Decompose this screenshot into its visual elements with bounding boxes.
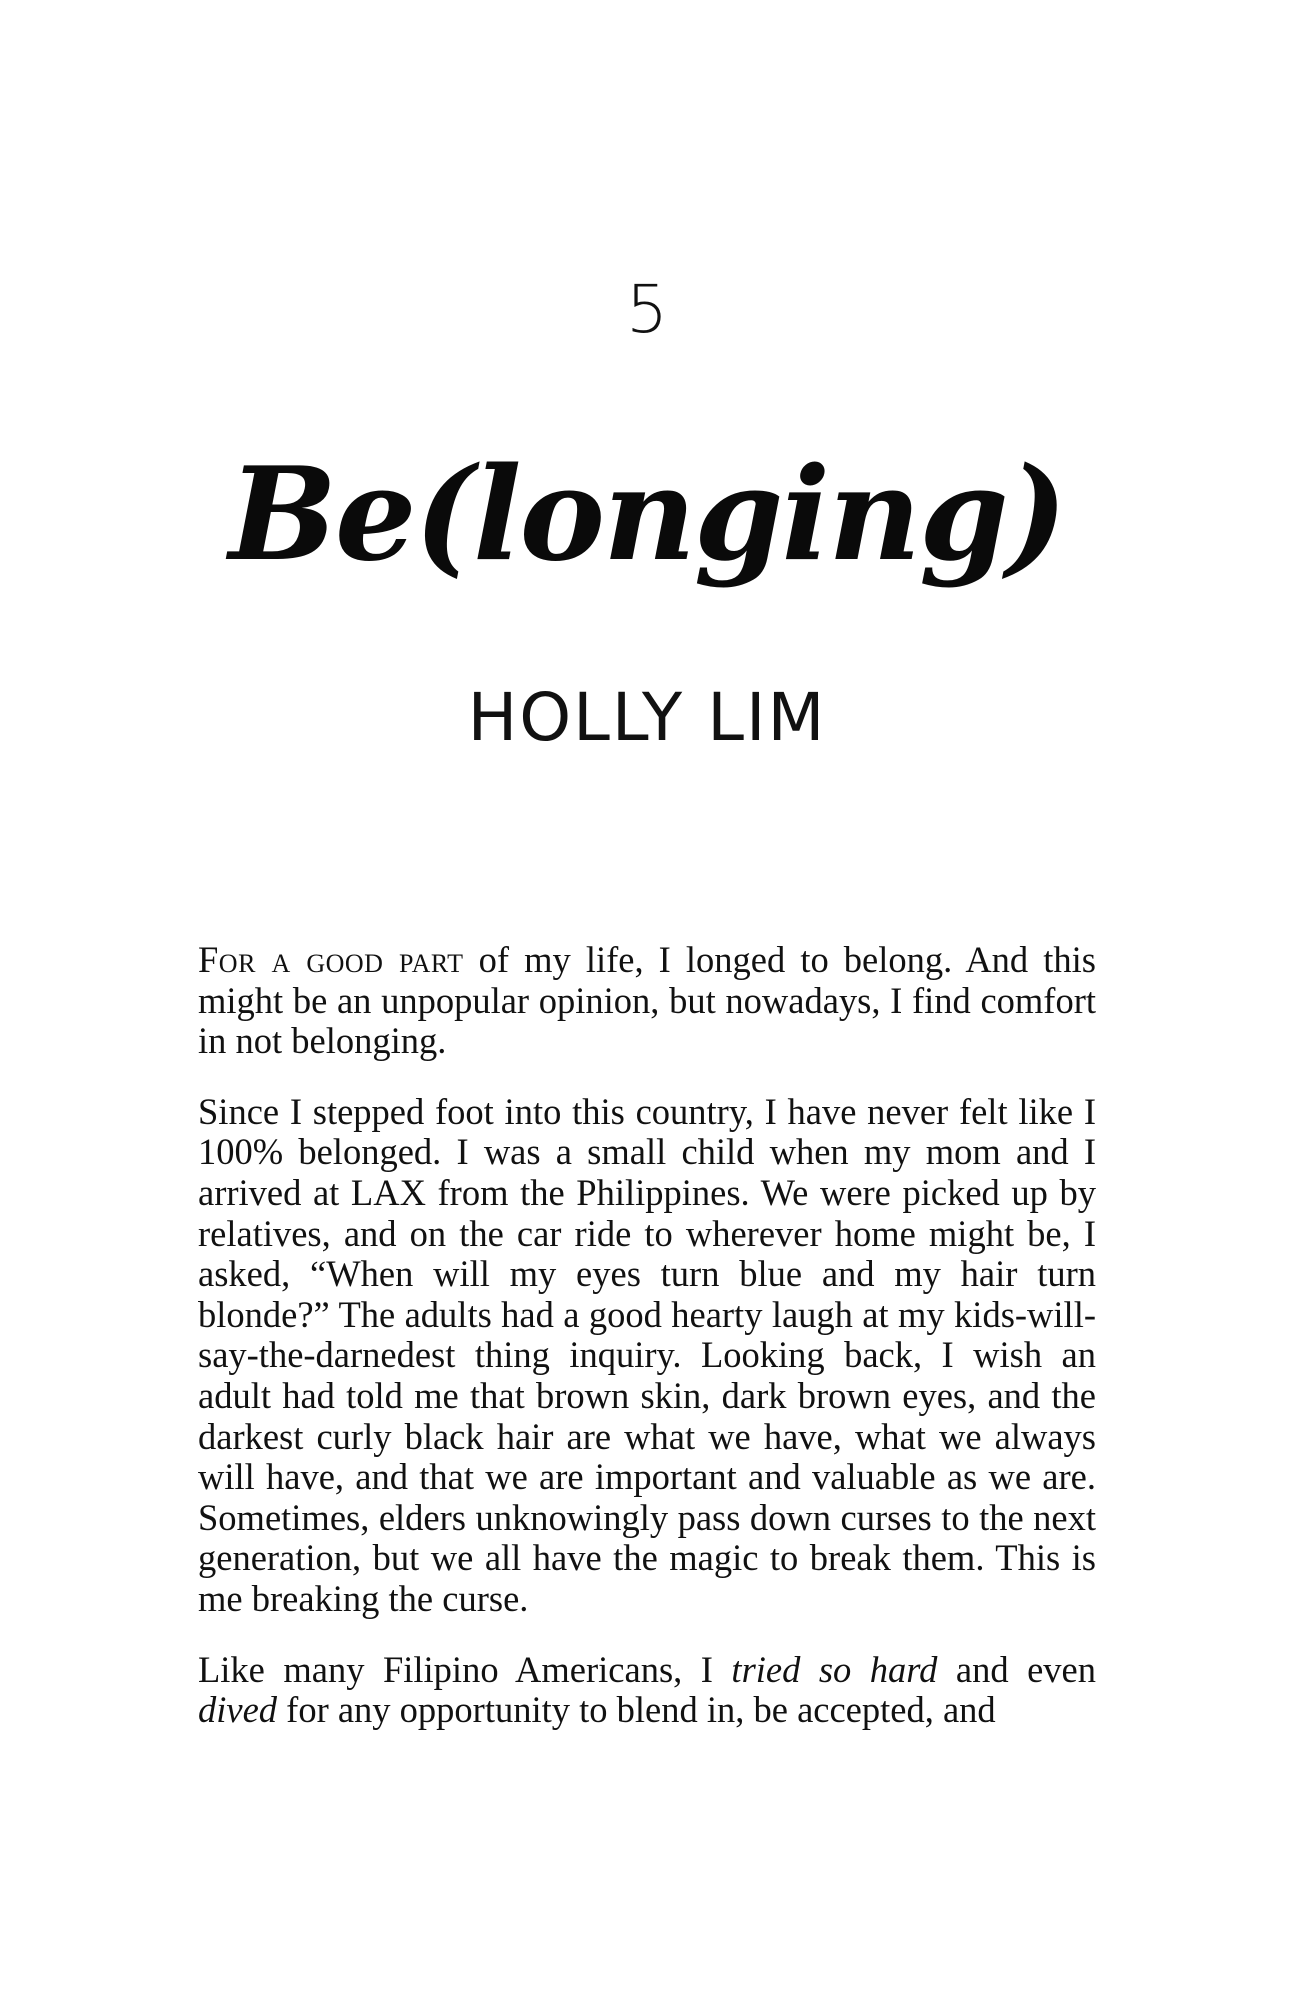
paragraph-3-text-b: and even: [937, 1648, 1096, 1690]
paragraph-1-text: of my life, I longed to belong. And this might be an unpopular opinion, but nowadays, I find comfort in not belonging.: [198, 939, 1096, 1062]
paragraph-3: [198, 1650, 1096, 1731]
chapter-author: HOLLY LIM: [467, 679, 827, 756]
chapter-number: 5: [626, 271, 668, 348]
paragraph-2: Since I stepped foot into this country, I have never felt like I 100% belonged. I was a small child when my mom and I arrived at LAX from the Philippines. We were picked up by relatives, and on the car ride to wherever home might be, I asked, “When will my eyes turn blue and my hair turn blonde?” The adults had a good hearty laugh at my kids-will-say-the-darnedest thing inquiry. Looking back, I wish an adult had told me that brown skin, dark brown eyes, and the darkest curly black hair are what we have, what we always will have, and that we are important and valuable as we are. Sometimes, elders unknowingly pass down curses to the next generation, but we all have the magic to break them. This is me breaking the curse.: [198, 1090, 1096, 1619]
paragraph-1: [198, 940, 1096, 1062]
paragraph-3-emphasis-a: tried so hard: [731, 1648, 938, 1690]
paragraph-3-text-c: for any opportunity to blend in, be accepted, and: [277, 1689, 996, 1731]
paragraph-3-emphasis-b: dived: [198, 1689, 278, 1731]
paragraph-lead-smallcaps: For a good part: [198, 939, 464, 980]
chapter-title: Be(longing): [228, 440, 1066, 590]
paragraph-3-text-a: Like many Filipino Americans, I: [198, 1648, 732, 1690]
chapter-body: [198, 940, 1096, 1761]
